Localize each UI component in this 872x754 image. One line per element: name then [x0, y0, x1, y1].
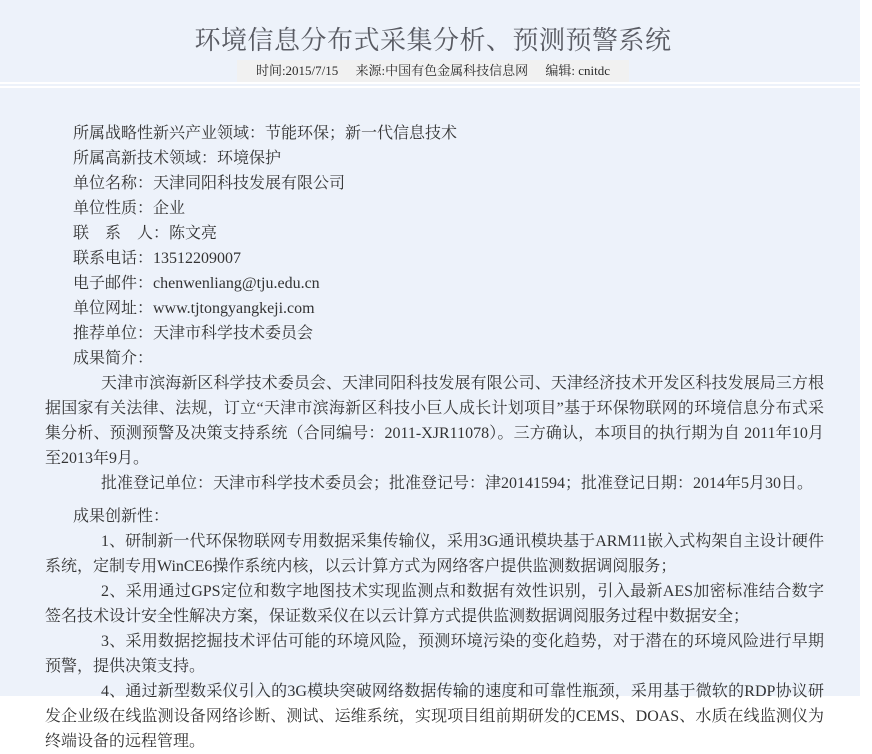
approval-line: 批准登记单位：天津市科学技术委员会；批准登记号：津20141594；批准登记日期：2014年5月30日。	[101, 475, 814, 492]
info-field-unit-name: 单位名称：天津同阳科技发展有限公司	[73, 175, 346, 192]
info-field-industry: 所属战略性新兴产业领域：节能环保；新一代信息技术	[73, 125, 458, 142]
info-field-tech-area: 所属高新技术领域：环境保护	[73, 150, 282, 167]
info-field-website: 单位网址：www.tjtongyangkeji.com	[73, 300, 315, 317]
info-field-recommender: 推荐单位：天津市科学技术委员会	[73, 325, 314, 342]
meta-source: 来源:中国有色金属科技信息网	[355, 63, 529, 78]
meta-time: 时间:2015/7/15	[255, 63, 339, 78]
summary-heading: 成果简介：	[73, 350, 154, 367]
meta-bar	[237, 60, 629, 82]
meta-row	[0, 60, 866, 82]
info-field-unit-type: 单位性质：企业	[73, 200, 186, 217]
summary-paragraph: 天津市滨海新区科学技术委员会、天津同阳科技发展有限公司、天津经济技术开发区科技发展局三方根据国家有关法律、法规，订立“天津市滨海新区科技小巨人成长计划项目”基于环保物联网的环境信息分布式采集分析、预测预警及决策支持系统（合同编号：2011-XJR11078）。三方确认，本项目的执行期为自 2011年10月至2013年9月。	[45, 375, 824, 467]
innovation-heading: 成果创新性：	[73, 508, 170, 525]
innovation-item-1: 1、研制新一代环保物联网专用数据采集传输仪，采用3G通讯模块基于ARM11嵌入式构架自主设计硬件系统，定制专用WinCE6操作系统内核，以云计算方式为网络客户提供监测数据调阅服务；	[45, 533, 824, 575]
info-field-contact: 联 系 人：陈文亮	[73, 225, 218, 242]
info-field-phone: 联系电话：13512209007	[73, 250, 242, 267]
info-field-email: 电子邮件：chenwenliang@tju.edu.cn	[73, 275, 320, 292]
page-right-gutter	[860, 0, 866, 696]
innovation-item-2: 2、采用通过GPS定位和数字地图技术实现监测点和数据有效性识别，引入最新AES加密标准结合数字签名技术设计安全性解决方案，保证数采仪在以云计算方式提供监测数据调阅服务过程中数据安全；	[45, 583, 824, 625]
page-title: 环境信息分布式采集分析、预测预警系统	[194, 26, 672, 55]
innovation-item-4: 4、通过新型数采仪引入的3G模块突破网络数据传输的速度和可靠性瓶颈，采用基于微软的RDP协议研发企业级在线监测设备网络诊断、测试、运维系统，实现项目组前期研发的CEMS、DOAS、水质在线监测仪为终端设备的远程管理。	[45, 683, 824, 750]
article-header	[0, 0, 866, 82]
meta-editor: 编辑: cnitdc	[545, 63, 611, 78]
innovation-item-3: 3、采用数据挖掘技术评估可能的环境风险，预测环境污染的变化趋势，对于潜在的环境风险进行早期预警，提供决策支持。	[45, 633, 824, 675]
article-body	[0, 88, 866, 754]
